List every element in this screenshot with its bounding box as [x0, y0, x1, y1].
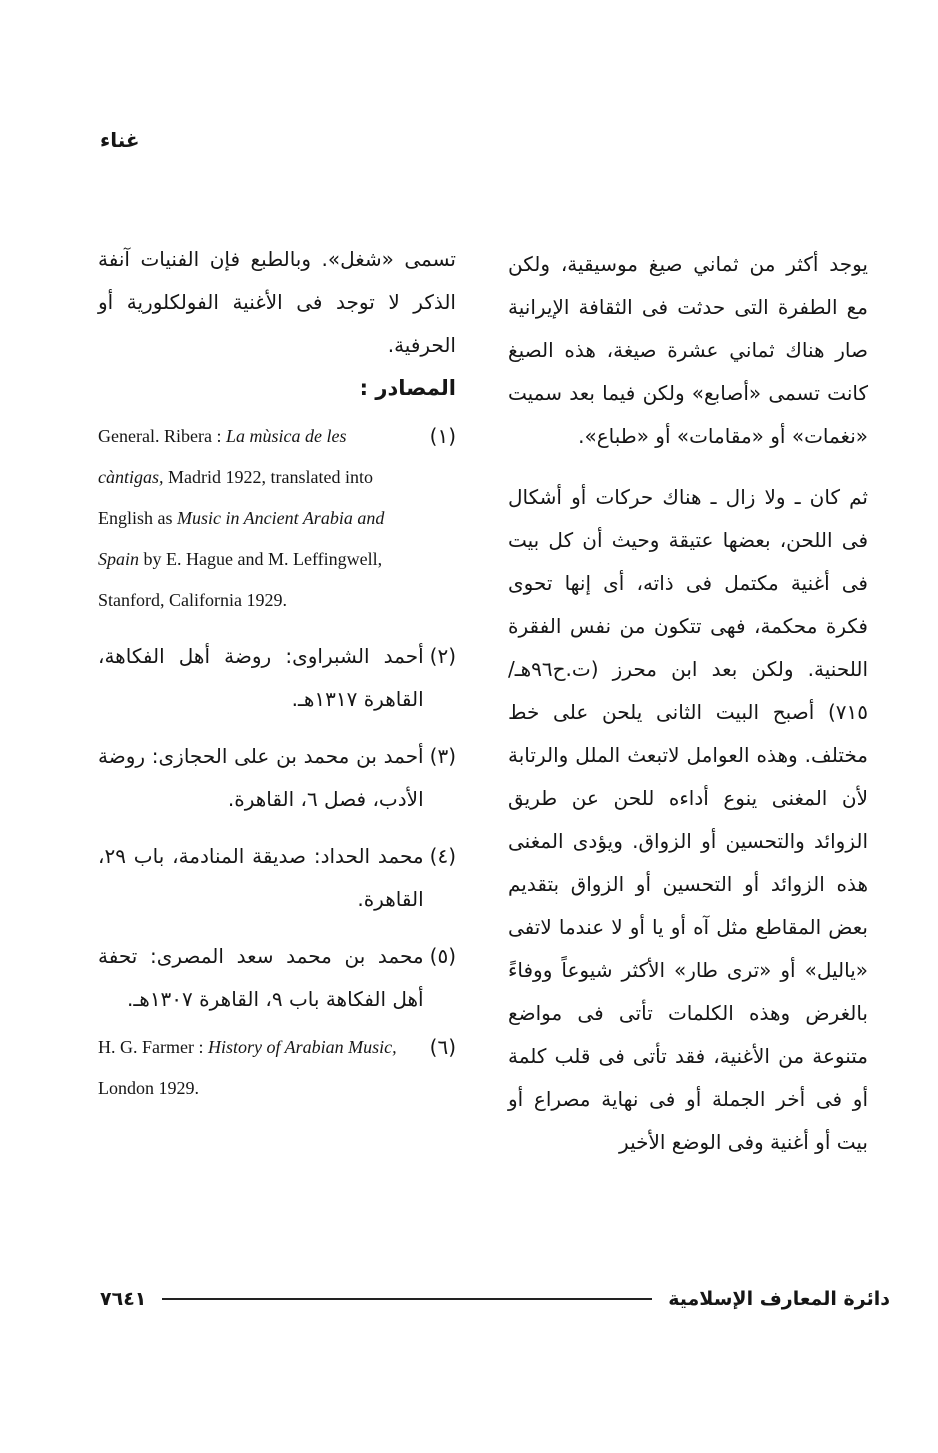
- continuation-paragraph: تسمى «شغل». وبالطبع فإن الفنيات آنفة الذكر لا توجد فى الأغنية الفولكلورية أو الحرفية.: [98, 247, 456, 357]
- footer-title: دائرة المعارف الإسلامية: [668, 1288, 890, 1310]
- reference-6-author: H. G. Farmer :: [98, 1037, 208, 1057]
- running-head: غناء: [100, 128, 140, 152]
- footer-rule: [162, 1298, 652, 1300]
- left-column: [98, 238, 456, 1109]
- reference-1-author: General. Ribera :: [98, 426, 226, 446]
- right-column: [508, 243, 868, 1164]
- reference-1-title: La mùsica de les càntigas,: [98, 426, 347, 487]
- reference-4-number: (٤): [429, 844, 456, 868]
- reference-6-title: History of Arabian Music,: [207, 1037, 397, 1057]
- reference-3: [98, 735, 456, 821]
- reference-5: [98, 935, 456, 1021]
- page-number: ٧٦٤١: [100, 1288, 147, 1310]
- reference-6-end: London 1929.: [98, 1078, 199, 1098]
- reference-5-text: محمد بن محمد سعد المصرى: تحفة أهل الفكاهة باب ٩، القاهرة ١٣٠٧هـ.: [98, 944, 424, 1011]
- footer: [100, 1284, 890, 1314]
- reference-1-title2: Music in Ancient Arabia and Spain: [98, 508, 385, 569]
- reference-3-number: (٣): [429, 744, 456, 768]
- reference-5-number: (٥): [429, 944, 456, 968]
- reference-1-end: by E. Hague and M. Leffingwell, Stanford, California 1929.: [98, 549, 383, 610]
- reference-4-text: محمد الحداد: صديقة المنادمة، باب ٢٩، القاهرة.: [98, 844, 424, 911]
- paragraph-1: يوجد أكثر من ثماني صيغ موسيقية، ولكن مع الطفرة التى حدثت فى الثقافة الإيرانية صار هناك ثماني عشرة صيغة، هذه الصيغ كانت تسمى «أصابع» ولكن فيما بعد سميت «نغمات» أو «مقامات» أو «طباع».: [508, 252, 868, 448]
- reference-3-text: أحمد بن محمد بن على الحجازى: روضة الأدب، فصل ٦، القاهرة.: [98, 744, 424, 811]
- reference-2: [98, 635, 456, 721]
- reference-6: [98, 1027, 456, 1109]
- sources-heading: المصادر :: [359, 376, 456, 400]
- reference-1-number: (١): [429, 424, 456, 448]
- paragraph-2: ثم كان ـ ولا زال ـ هناك حركات أو أشكال فى اللحن، بعضها عتيقة وحيث أن كل بيت فى أغنية مكتمل فى ذاته، أى إنها تحوى فكرة محكمة، فهى تتكون من نفس الفقرة اللحنية. ولكن بعد ابن محرز (ت.ح٩٦هـ/٧١٥) أصبح البيت الثانى يلحن على خط مختلف. وهذه العوامل لاتبعث الملل والرتابة لأن المغنى ينوع أداءه للحن عن طريق الزوائد والتحسين أو الزواق. ويؤدى المغنى هذه الزوائد أو التحسين أو الزواق بتقديم بعض المقاطع مثل آه أو يا أو لا عندما لاتفى «ياليل» أو «ترى طار» الأكثر شيوعاً ووفاءً بالغرض وهذه الكلمات تأتى فى مواضع متنوعة من الأغنية، فقد تأتى فى قلب كلمة أو فى أخر الجملة أو فى نهاية مصراع أو بيت أو أغنية وفى الوضع الأخير: [508, 485, 868, 1154]
- reference-6-text: [98, 1027, 412, 1109]
- reference-1-mid: Madrid 1922, translated into English as: [98, 467, 373, 528]
- reference-1-text: [98, 416, 412, 621]
- reference-6-number: (٦): [429, 1035, 456, 1059]
- reference-2-number: (٢): [429, 644, 456, 668]
- reference-1: [98, 416, 456, 621]
- reference-2-text: أحمد الشبراوى: روضة أهل الفكاهة، القاهرة ١٣١٧هـ.: [98, 644, 424, 711]
- reference-4: [98, 835, 456, 921]
